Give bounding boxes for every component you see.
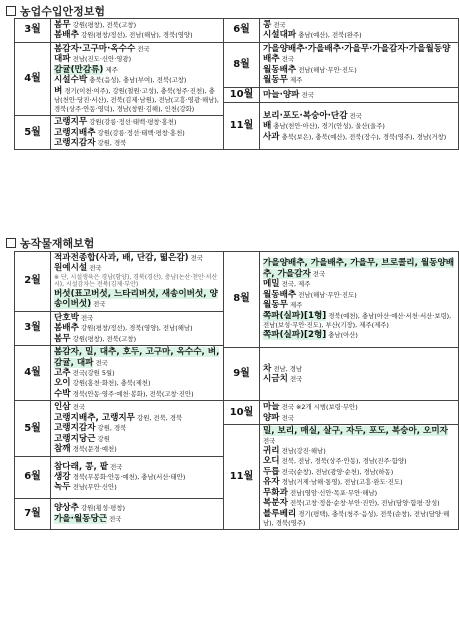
region-list: 경기(이천·여주), 강원(철원·고성), 충북(청주·진천), 충남(천안·당진·서산), 전북(김제·남원), 전남(고흥·영광·해남), 경북(상주·안동·영덕), 경남(창원·김해), 인천(강화) [54,86,219,114]
region-list: 강원(평창/정선), 전남(해남), 경북(영양) [78,31,193,40]
crop-entry [54,514,220,524]
month-label: 11월 [224,425,260,530]
crop-name: 유자 [263,477,280,488]
crop-entries [51,401,224,456]
crop-name: 오이 [54,378,71,389]
crop-name: 참다래, 콩, 팥 [54,461,109,472]
section-title-text: 농업수입안정보험 [20,5,106,18]
crop-entry [54,30,220,40]
crop-name: 쪽파(실파)[1형] [263,310,327,321]
crop-entries [51,116,224,150]
crop-entries [51,346,224,401]
crop-entry [54,313,220,323]
crop-entry [54,434,220,444]
crop-name: 고랭지감자 [54,137,96,148]
crop-entry [263,426,455,445]
month-label: 5월 [15,116,51,150]
crop-entries [260,87,459,102]
crop-entry [54,413,220,423]
region-list: 강원 [95,434,110,443]
crop-entry [54,263,220,273]
crop-entries [51,311,224,345]
crop-entry [263,44,455,65]
region-list: 전남(해남·무안·진도) [296,290,357,299]
checkbox-square-icon [6,6,16,16]
region-list: 전국(순창), 전남(광양·순천), 경남(하동) [279,467,394,476]
income-insurance-schedule-table [14,18,459,150]
region-list: 강원(강릉·정선·태백·평창·홍천) [87,118,177,127]
crop-entry [263,402,455,412]
crop-name: 사과 [263,131,280,142]
region-list: 전국 [347,111,362,120]
month-label: 4월 [15,42,51,115]
region-list: 강원, 경북 [95,424,127,433]
crop-entry [263,111,455,121]
crop-name: 참깨 [54,444,71,455]
crop-entry [54,323,220,333]
region-list: 전국 [271,21,286,29]
crop-name: 차 [263,363,272,374]
crop-name: 봄무 [54,20,71,30]
crop-name: 적과전종합(사과, 배, 단감, 떫은감) [54,253,189,263]
crop-entries [51,252,224,312]
crop-entry [263,75,455,85]
crop-entry [54,423,220,433]
crop-name: 가을양배추·가을배추·가을무·가을감자·가을월동양배추 [263,43,451,65]
crop-entry [263,446,455,456]
month-label: 9월 [224,348,260,401]
crop-entry [263,279,455,289]
crop-entry [263,498,455,508]
region-list: 강원(평창/정선), 경북(영양), 전남(해남) [78,324,193,333]
crop-name: 블루베리 [263,508,297,519]
crop-name: 시금치 [263,374,288,385]
crop-name: 고랭지당근 [54,433,96,444]
section-title-income-insurance [6,3,105,19]
crop-name: 양파 [263,412,280,423]
checkbox-square-icon [6,238,16,248]
crop-name: 고랭지배추, 고랭지무 [54,412,135,423]
region-list: 전국 ※2개 시범(보령·무안) [279,403,358,412]
region-list: 경기(평택), 충북(청주·음성), 전북(순창), 전남(담양·해남), 경북(영주) [263,509,450,528]
region-list: 전국(강원 5월) [70,368,115,377]
region-list: 전국 [107,514,122,523]
crop-entry [54,503,220,513]
crop-name: 봄무 [54,333,71,344]
region-list: 제주 [103,65,118,74]
crop-entry [263,90,455,100]
schedule-grid-row [15,401,459,413]
region-list: 전남, 경남 [271,364,303,373]
crop-entry [263,132,455,142]
month-label: 8월 [224,42,260,87]
region-list: 충북(음성), 충남(부여), 전북(고창) [87,76,187,85]
crop-name: 월동배추 [263,64,297,75]
crop-name: 인삼 [54,402,71,413]
crop-entries [51,498,224,529]
crop-entry [263,330,455,340]
crop-name: 고랭지감자 [54,423,96,434]
crop-entries [260,348,459,401]
crop-name: 복분자 [263,498,288,509]
crop-name: 보리·포도·복숭아·단감 [263,110,348,121]
region-list: 전국 [263,436,276,445]
region-list: 전국 [70,403,85,412]
crop-name: 수박 [54,388,71,399]
region-list: 제주 [287,76,303,85]
crop-entry [263,456,455,466]
crop-name: 가을·월동당근 [54,513,108,524]
crop-entries [51,456,224,498]
footnote: ※ 단, 시설생육은 경남(함양), 경북(경산), 충남(논산·천안·서산시), 시설감자는 전북(김제·부안) [54,273,218,289]
crop-entries [51,19,224,43]
disaster-insurance-schedule-table [14,251,459,530]
region-list: 제주 [287,301,303,310]
crop-name: 마늘·양파 [263,89,300,100]
crop-entry [54,117,220,127]
region-list: 전남(영암·신안·목포·무안·해남) [287,488,378,497]
crop-entry [54,347,220,368]
region-list: 경북(문경·예천) [70,445,117,454]
crop-entry [54,138,220,148]
crop-name: 마늘 [263,402,280,413]
crop-entry [54,274,220,289]
crop-entry [263,311,455,330]
region-list: 경남(거제·남해·통영), 전남(고흥·완도·진도) [279,478,403,487]
region-list: 전국 [279,413,294,422]
crop-name: 감귤(만감류) [54,64,104,75]
region-list: 전국 [299,90,314,99]
region-list: 경북(무봉화·안동·예천), 충남(서산·태안) [70,473,186,481]
month-label: 10월 [224,401,260,425]
crop-entry [54,402,220,412]
crop-entries [260,252,459,348]
month-label: 10월 [224,87,260,102]
crop-name: 가을양배추, 가을배추, 가을무, 브로콜리, 월동양배추, 가을감자 [263,258,455,279]
crop-name: 귀리 [263,445,280,456]
crop-name: 두릅 [263,466,280,477]
crop-name: 양상추 [54,503,79,514]
region-list: 충남(예산), 전북(완주) [296,31,362,40]
crop-entry [263,509,455,528]
region-list: 전국 [135,44,150,53]
crop-entries [260,19,459,43]
crop-name: 배 [263,121,272,132]
crop-entry [54,444,220,454]
crop-entries [260,103,459,150]
crop-name: 고랭지배추 [54,127,96,138]
region-list: 전남(해남·무안·진도) [296,65,357,74]
crop-name: 원예시설 [54,263,88,274]
crop-entry [54,44,220,54]
region-list: 강원, 전북, 경북 [134,413,183,422]
crop-name: 봄배추 [54,323,79,334]
crop-name: 단호박 [54,312,79,323]
crop-name: 벼 [54,85,63,96]
region-list: 강원, 경북 [95,138,127,147]
crop-entry [54,75,220,85]
crop-name: 밀, 보리, 매실, 살구, 자두, 포도, 복숭아, 오미자 [263,426,448,437]
crop-name: 월동무 [263,75,288,86]
region-list: 강원(홍천·화천), 충북(제천) [70,379,151,388]
crop-name: 고추 [54,367,71,378]
crop-name: 시설수박 [54,75,88,86]
crop-name: 쪽파(실파)[2형] [263,330,327,341]
region-list: 전국 [91,300,106,309]
crop-entries [51,42,224,115]
crop-entry [263,374,455,384]
crop-entry [263,65,455,75]
region-list: 전북, 전남, 경북(상주·안동), 경남(진주·함양) [279,457,407,466]
crop-entry [263,300,455,310]
region-list: 전국 [279,55,294,64]
region-list: 강원(평창), 전북(고창) [70,334,137,343]
crop-name: 봄감자·고구마·옥수수 [54,43,136,54]
section-title-disaster-insurance [6,235,94,251]
month-label: 4월 [15,346,51,401]
region-list: 경북(예천), 충남(아산·예산·서천·서산·보령), 전남(보성·무안·진도), 부산(기장), 제주(제주) [263,311,452,330]
crop-entries [260,42,459,87]
crop-entry [54,462,220,472]
region-list: 전남(무안·신안) [70,483,117,492]
crop-entry [263,30,455,40]
crop-name: 오디 [263,456,280,467]
region-list: 충북(보은), 충북(예산), 전북(장수), 경북(영주), 경남(거창) [279,132,447,141]
crop-entry [54,378,220,388]
crop-name: 고랭지무 [54,117,88,128]
crop-entry [54,289,220,310]
crop-entry [54,128,220,138]
month-label: 3월 [15,19,51,43]
schedule-grid-row [15,42,459,53]
crop-entry [54,368,220,378]
crop-entry [54,86,220,114]
crop-entry [263,258,455,279]
crop-entry [54,20,220,30]
region-list: 전국 [87,264,102,273]
crop-name: 무화과 [263,487,288,498]
crop-name: 녹두 [54,482,71,493]
crop-entry [54,482,220,492]
crop-name: 월동배추 [263,289,297,300]
region-list: 전국 [108,462,123,471]
month-label: 6월 [15,456,51,498]
crop-entry [263,467,455,477]
region-list: 전남(진도·신안·영광) [70,55,132,64]
region-list: 전국 [287,375,303,384]
crop-entry [54,253,220,263]
crop-entry [54,65,220,75]
crop-name: 메밀 [263,279,280,290]
month-label: 6월 [224,19,260,43]
crop-entries [260,401,459,425]
month-label: 7월 [15,498,51,529]
month-label: 11월 [224,103,260,150]
crop-name: 시설대파 [263,30,297,41]
region-list: 강원(강릉·정선·태백·평창·홍천) [95,128,185,137]
month-label: 3월 [15,311,51,345]
region-list: 강원(평창), 전북(고창) [70,21,137,29]
region-list: 전국 [188,254,203,262]
crop-name: 버섯(표고버섯, 느타리버섯, 새송이버섯, 양송이버섯) [54,288,218,310]
region-list: 전남(강진·해남) [279,446,326,455]
crop-entry [263,413,455,423]
month-label: 8월 [224,252,260,348]
region-list: 전국 [310,269,326,278]
region-list: 전국 [93,358,108,367]
month-label: 5월 [15,401,51,456]
crop-name: 봄배추 [54,30,79,41]
schedule-grid-row [15,252,459,267]
crop-name: 대파 [54,54,71,65]
crop-entries [260,425,459,530]
region-list: 충남(천안·아산), 경기(안성), 울산(울주) [271,122,385,131]
crop-name: 콩 [263,20,272,30]
region-list: 전국 [78,313,94,322]
schedule-grid-row [15,19,459,31]
crop-entry [54,472,220,482]
crop-entry [263,488,455,498]
region-list: 충남(아산) [326,331,358,340]
crop-entry [54,389,220,399]
region-list: 경북(안동·영주·예천·봉화), 전북(고창·진안) [70,389,194,398]
crop-entry [54,334,220,344]
crop-name: 생강 [54,472,71,482]
crop-name: 봄감자, 밀, 대추, 호두, 고구마, 옥수수, 벼, 감귤, 대파 [54,347,220,368]
crop-entry [263,20,455,30]
crop-entry [263,121,455,131]
region-list: 전북(고창·정읍·순창·부안·진안), 전남(담양·함평·장성) [287,499,440,508]
crop-entry [263,364,455,374]
crop-entry [263,290,455,300]
crop-name: 월동무 [263,300,288,311]
section-title-text: 농작물재해보험 [20,237,95,250]
crop-entry [263,477,455,487]
crop-entry [54,54,220,64]
region-list: 강원(횡성·평창) [78,504,125,513]
region-list: 전국, 제주 [279,280,311,289]
month-label: 2월 [15,252,51,312]
